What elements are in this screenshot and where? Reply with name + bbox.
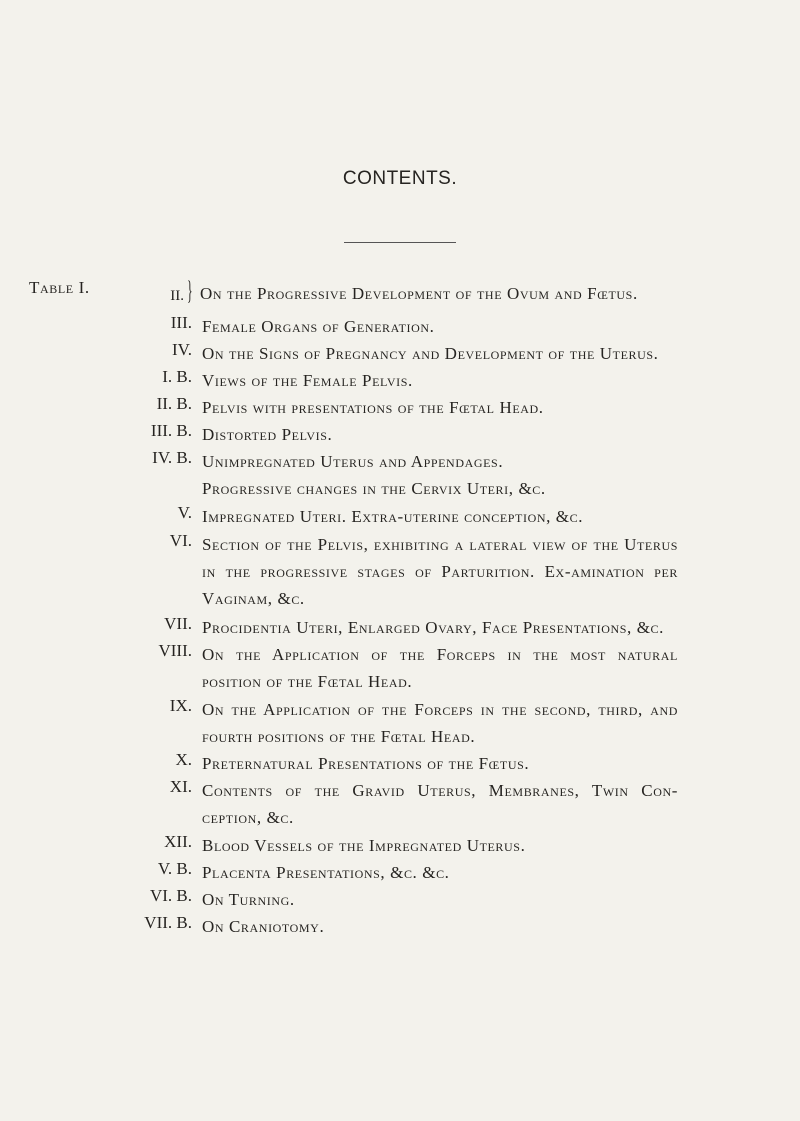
entry-title: On the Signs of Pregnancy and Development of the Uterus.: [202, 344, 659, 363]
entry-label: IX.: [169, 696, 192, 715]
entry-label-table-2: II.: [170, 288, 184, 304]
entry-title: On the Application of the Forceps in the second, third, and fourth positions of the Fœtal Head.: [202, 700, 678, 746]
entry-title: Procidentia Uteri, Enlarged Ovary, Face Presentations, &c.: [202, 618, 664, 637]
entry-title: Pelvis with presentations of the Fœtal Head.: [202, 398, 544, 417]
entry-label: II. B.: [156, 394, 192, 413]
entry-title: On Craniotomy.: [202, 917, 325, 936]
entry-title: Preternatural Presentations of the Fœtus.: [202, 754, 530, 773]
entry-label: V. B.: [157, 859, 192, 878]
entry-label: VII. B.: [144, 913, 192, 932]
title-rule: [344, 242, 456, 243]
entry-label: XII.: [164, 832, 192, 851]
entry-title: On Turning.: [202, 890, 295, 909]
entry-label-table-1: Table I.: [29, 278, 90, 297]
entry-title: Female Organs of Generation.: [202, 317, 435, 336]
entry-label: VII.: [164, 614, 192, 633]
entry-label: I. B.: [162, 367, 192, 386]
entry-label: IV.: [172, 340, 192, 359]
entry-label: IV. B.: [152, 448, 192, 467]
entry-title: Distorted Pelvis.: [202, 425, 333, 444]
entry-label: III. B.: [150, 421, 192, 440]
entry-label: V.: [177, 503, 192, 522]
entry-title: On the Application of the Forceps in the most natural position of the Fœtal Head.: [202, 645, 678, 691]
entry-label: III.: [170, 313, 192, 332]
entry-label: XI.: [169, 777, 192, 796]
entry-title: Placenta Presentations, &c. &c.: [202, 863, 450, 882]
brace-mark: }: [187, 276, 193, 305]
page-title: CONTENTS.: [342, 168, 458, 189]
entry-title: Views of the Female Pelvis.: [202, 371, 413, 390]
entry-label: VI. B.: [149, 886, 192, 905]
entry-title: Impregnated Uteri. Extra-uterine conception, &c.: [202, 507, 584, 526]
entry-title: Section of the Pelvis, exhibiting a lateral view of the Uterus in the progressive stages of Parturition. Ex-amination per Vaginam, &c.: [202, 535, 678, 608]
entry-title: Contents of the Gravid Uterus, Membranes, Twin Con-ception, &c.: [202, 781, 678, 827]
entry-label: X.: [175, 750, 192, 769]
entry-title: Unimpregnated Uterus and Appendages.: [202, 452, 504, 471]
entry-title: Blood Vessels of the Impregnated Uterus.: [202, 836, 526, 855]
entry-title: Progressive changes in the Cervix Uteri, &c.: [202, 479, 546, 498]
entry-title: On the Progressive Development of the Ovum and Fœtus.: [200, 284, 638, 303]
entry-label: VIII.: [158, 641, 192, 660]
entry-label: VI.: [169, 531, 192, 550]
